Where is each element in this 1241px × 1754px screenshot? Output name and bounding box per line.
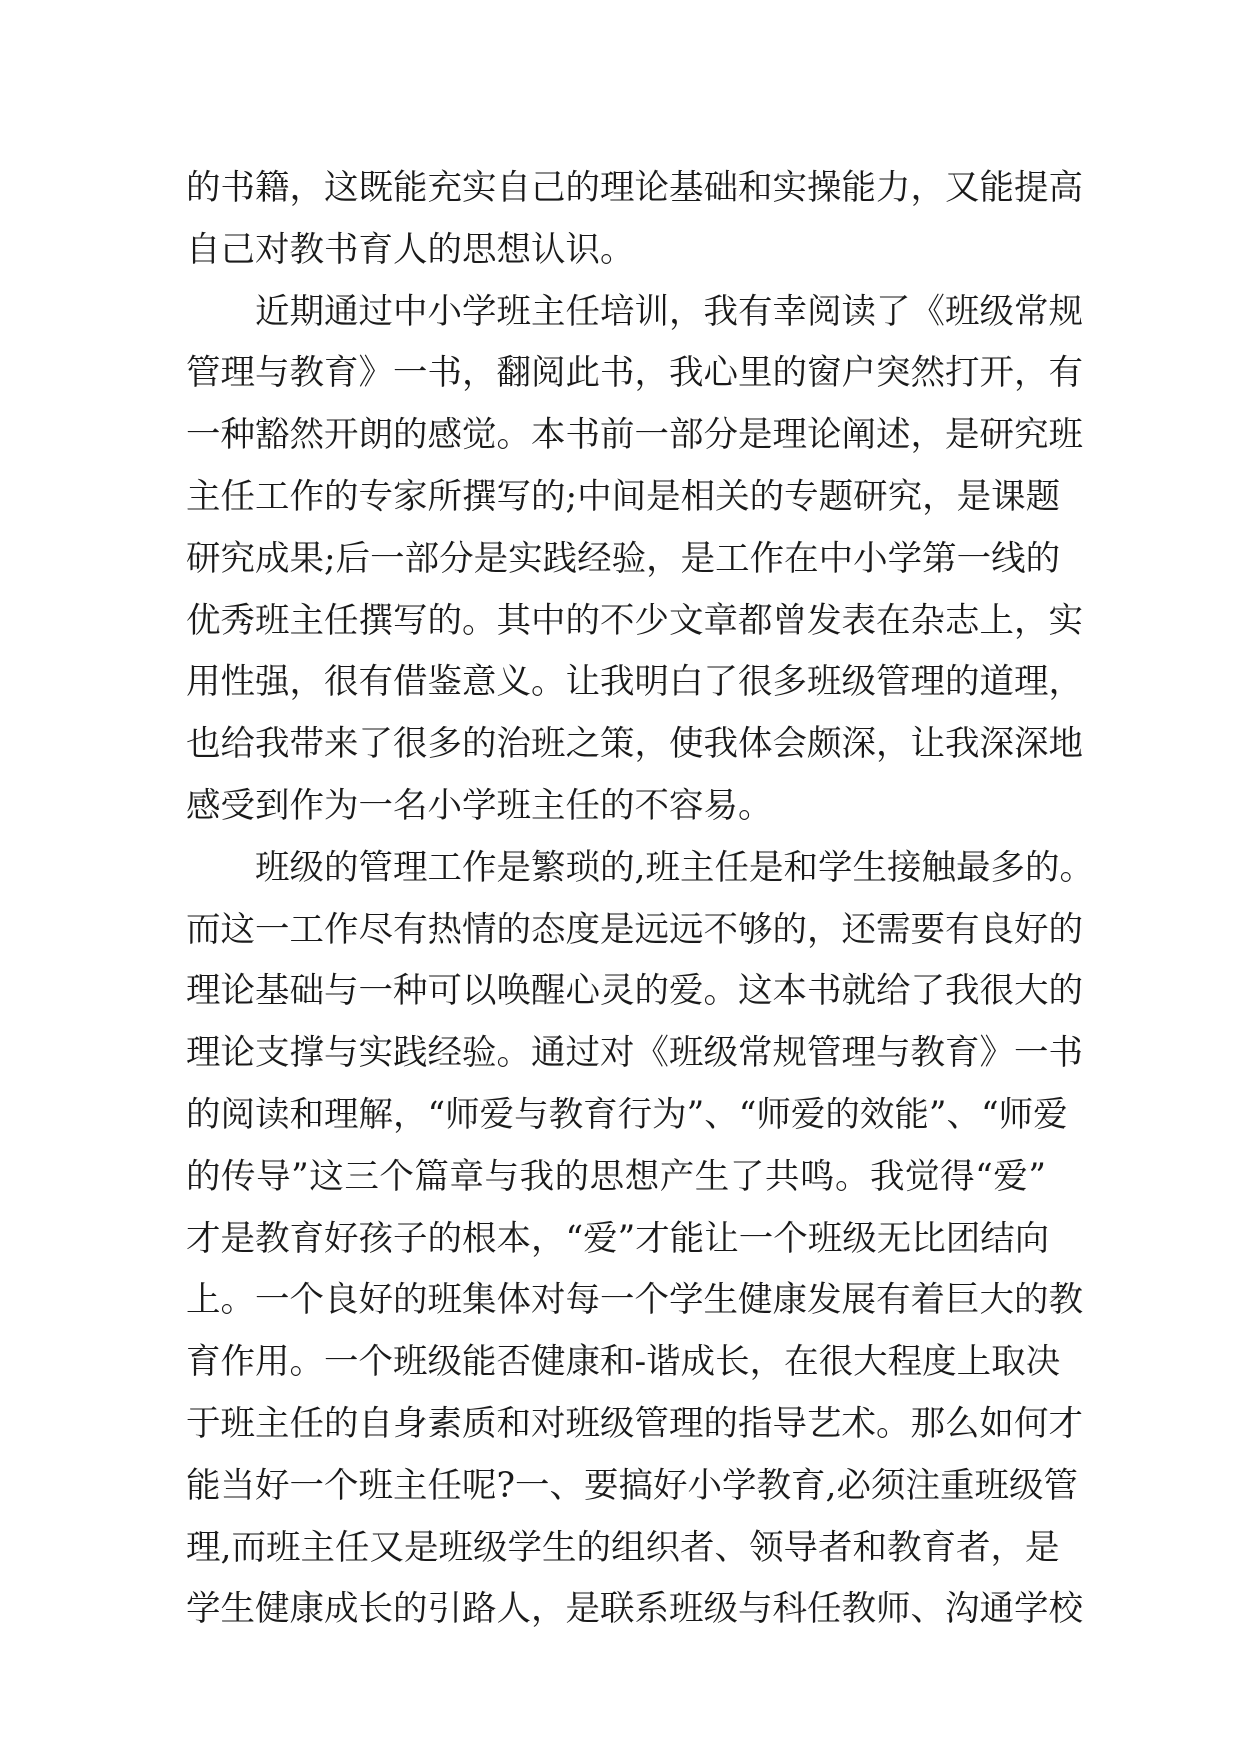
text-line: 管理与教育》一书，翻阅此书，我心里的窗户突然打开，有	[186, 353, 1083, 394]
text-line: 一种豁然开朗的感觉。本书前一部分是理论阐述，是研究班	[186, 415, 1083, 456]
text-line: 的阅读和理解，“师爱与教育行为”、“师爱的效能”、“师爱	[186, 1094, 1068, 1135]
text-line: 班级的管理工作是繁琐的,班主任是和学生接触最多的。	[255, 847, 1094, 888]
text-line: 于班主任的自身素质和对班级管理的指导艺术。那么如何才	[186, 1403, 1083, 1444]
text-line: 理,而班主任又是班级学生的组织者、领导者和教育者，是	[186, 1527, 1060, 1568]
text-line: 自己对教书育人的思想认识。	[186, 229, 635, 270]
text-line: 近期通过中小学班主任培训，我有幸阅读了《班级常规	[255, 291, 1083, 332]
body-text	[186, 158, 1094, 1641]
text-line: 优秀班主任撰写的。其中的不少文章都曾发表在杂志上，实	[186, 600, 1083, 641]
text-line: 的书籍，这既能充实自己的理论基础和实操能力，又能提高	[186, 168, 1083, 208]
text-line: 理论基础与一种可以唤醒心灵的爱。这本书就给了我很大的	[186, 971, 1083, 1012]
text-line: 而这一工作尽有热情的态度是远远不够的，还需要有良好的	[186, 909, 1083, 950]
text-line: 的传导”这三个篇章与我的思想产生了共鸣。我觉得“爱”	[186, 1156, 1046, 1197]
text-line: 感受到作为一名小学班主任的不容易。	[186, 785, 773, 826]
paragraph	[186, 158, 1083, 282]
text-line: 主任工作的专家所撰写的;中间是相关的专题研究，是课题	[186, 476, 1061, 517]
text-line: 用性强，很有借鉴意义。让我明白了很多班级管理的道理，	[186, 662, 1083, 703]
text-line: 研究成果;后一部分是实践经验，是工作在中小学第一线的	[186, 538, 1061, 579]
text-line: 理论支撑与实践经验。通过对《班级常规管理与教育》一书	[186, 1033, 1083, 1074]
text-line: 上。一个良好的班集体对每一个学生健康发展有着巨大的教	[186, 1280, 1083, 1321]
text-line: 才是教育好孩子的根本，“爱”才能让一个班级无比团结向	[186, 1218, 1050, 1259]
paragraph	[186, 838, 1094, 1641]
text-line: 学生健康成长的引路人，是联系班级与科任教师、沟通学校	[186, 1589, 1083, 1630]
text-line: 能当好一个班主任呢?一、要搞好小学教育,必须注重班级管	[186, 1465, 1078, 1506]
text-line: 育作用。一个班级能否健康和-谐成长，在很大程度上取决	[186, 1342, 1061, 1383]
paragraph	[186, 282, 1083, 838]
text-line: 也给我带来了很多的治班之策，使我体会颇深，让我深深地	[186, 724, 1083, 765]
